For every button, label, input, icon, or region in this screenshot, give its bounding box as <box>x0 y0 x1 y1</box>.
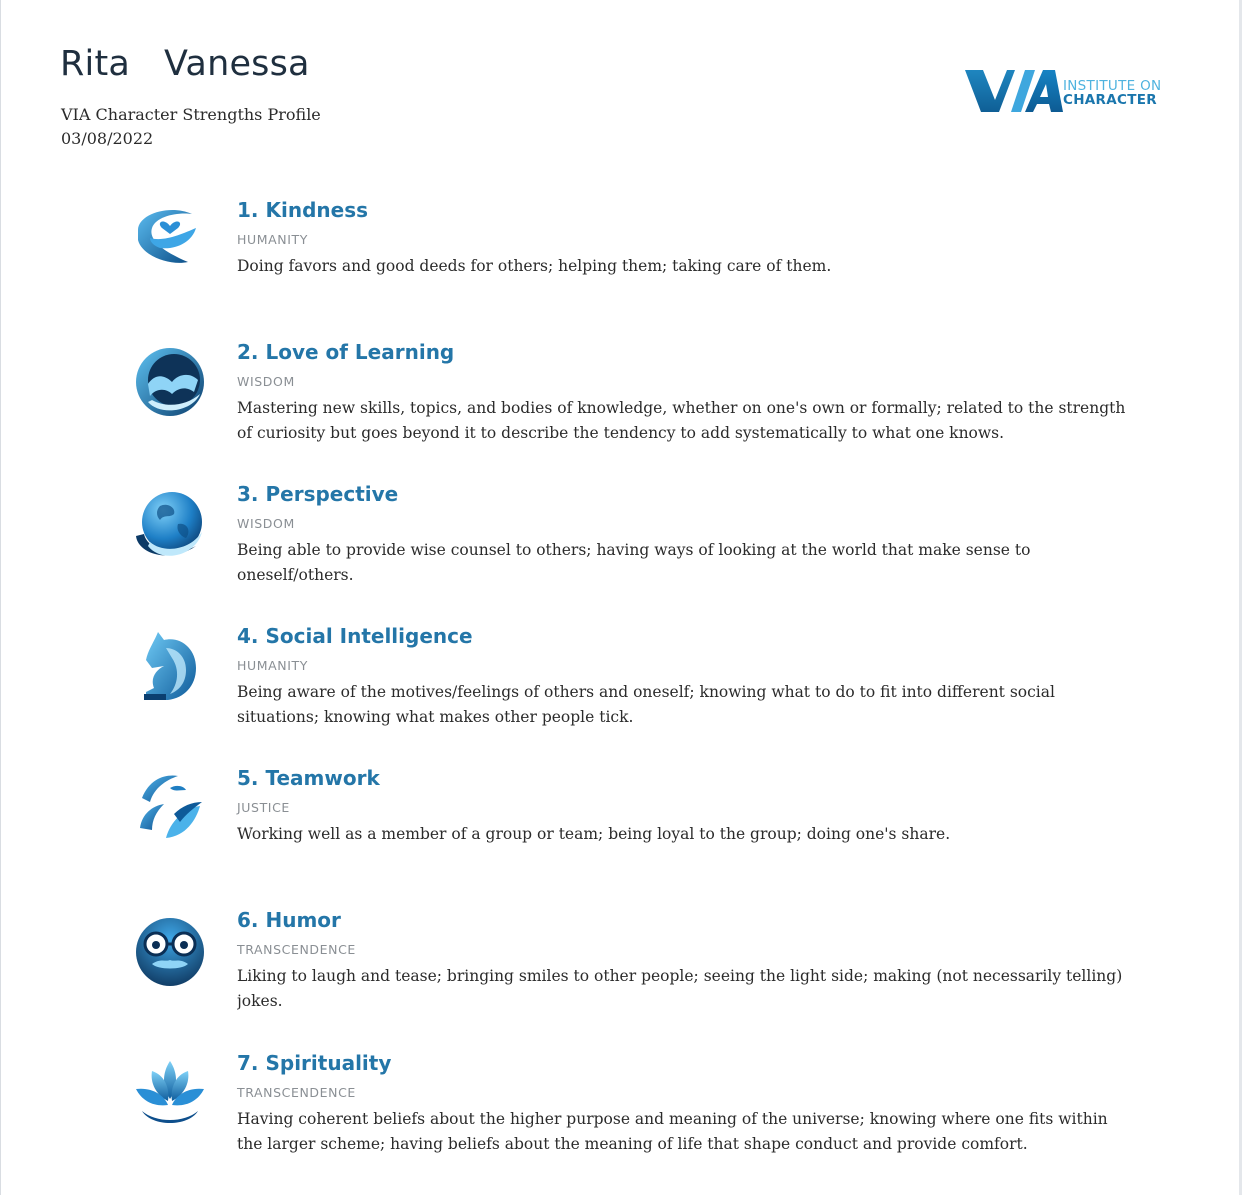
strength-item-love-of-learning <box>130 342 1130 472</box>
lotus-icon <box>130 1053 210 1133</box>
strength-title: 5. Teamwork <box>237 766 380 790</box>
strength-virtue: HUMANITY <box>237 232 308 247</box>
chess-knight-icon <box>130 626 210 706</box>
strength-description: Mastering new skills, topics, and bodies of knowledge, whether on one's own or formally; related to the strength of curiosity but goes beyond it to describe the tendency to add systematically to what one knows. <box>237 399 1126 442</box>
strength-title: 7. Spirituality <box>237 1051 392 1075</box>
strength-description: Doing favors and good deeds for others; helping them; taking care of them. <box>237 257 832 275</box>
strength-title: 2. Love of Learning <box>237 340 455 364</box>
heart-hands-icon <box>130 200 210 280</box>
profile-meta <box>61 103 321 151</box>
strength-description: Being able to provide wise counsel to others; having ways of looking at the world that make sense to oneself/others. <box>237 541 1031 584</box>
strength-virtue: JUSTICE <box>237 800 290 815</box>
strength-title: 1. Kindness <box>237 198 368 222</box>
strength-item-spirituality <box>130 1053 1130 1183</box>
funny-glasses-icon <box>130 910 210 990</box>
globe-icon <box>130 484 210 564</box>
profile-subtitle: VIA Character Strengths Profile <box>61 105 321 124</box>
profile-name: Rita Vanessa <box>60 44 310 84</box>
birds-icon <box>130 768 210 848</box>
strength-item-humor <box>130 910 1130 1040</box>
strength-description: Being aware of the motives/feelings of others and oneself; knowing what to do to fit into different social situations; knowing what makes other people tick. <box>237 683 1055 726</box>
logo-line1: INSTITUTE ON <box>1063 78 1162 94</box>
strength-title: 4. Social Intelligence <box>237 624 473 648</box>
strength-virtue: TRANSCENDENCE <box>237 942 356 957</box>
strength-virtue: TRANSCENDENCE <box>237 1085 356 1100</box>
strength-virtue: HUMANITY <box>237 658 308 673</box>
strength-description: Having coherent beliefs about the higher purpose and meaning of the universe; knowing where one fits within the larger scheme; having beliefs about the meaning of life that shape conduct and provide comfort. <box>237 1110 1108 1153</box>
strength-description: Liking to laugh and tease; bringing smiles to other people; seeing the light side; making (not necessarily telling) jokes. <box>237 967 1123 1010</box>
page-border-left <box>0 0 1 1195</box>
strength-item-kindness <box>130 200 1130 330</box>
strength-item-social-intelligence <box>130 626 1130 756</box>
logo-line2: CHARACTER <box>1063 92 1157 108</box>
strength-item-teamwork <box>130 768 1130 898</box>
strength-title: 6. Humor <box>237 908 341 932</box>
strength-description: Working well as a member of a group or team; being loyal to the group; doing one's share. <box>237 825 951 843</box>
strength-title: 3. Perspective <box>237 482 399 506</box>
profile-date: 03/08/2022 <box>61 129 154 148</box>
logo-wordmark <box>1063 79 1161 107</box>
open-book-icon <box>130 342 210 422</box>
strength-item-perspective <box>130 484 1130 614</box>
strength-virtue: WISDOM <box>237 374 295 389</box>
strength-virtue: WISDOM <box>237 516 295 531</box>
